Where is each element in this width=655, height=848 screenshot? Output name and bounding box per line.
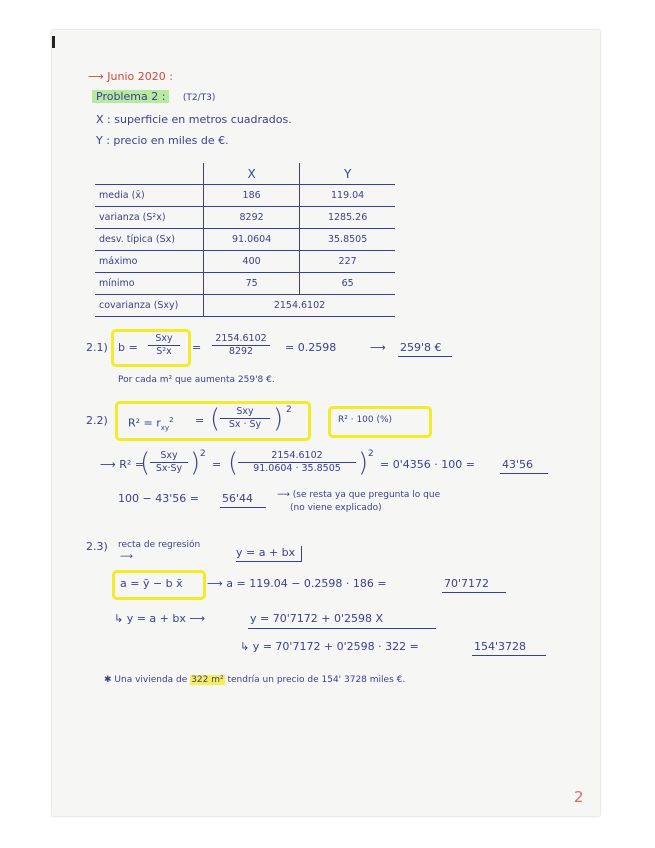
unexplained-calc: 100 − 43'56 = [118, 492, 199, 505]
conclusion [104, 674, 405, 687]
cell-y: 227 [300, 251, 395, 273]
conclusion-text: tendría un precio de 154' 3728 miles €. [227, 675, 406, 685]
arrow: ⟶ [370, 341, 386, 354]
problem-tag: (T2/T3) [182, 93, 216, 103]
problem-label: Problema 2 : [92, 90, 169, 103]
result-underline [472, 655, 546, 656]
y-definition: Y : precio en miles de €. [96, 134, 229, 147]
highlighted-area: 322 m² [191, 675, 224, 685]
comment-line-2: (no viene explicado) [290, 503, 382, 513]
row-label: covarianza (Sxy) [95, 295, 204, 317]
prediction-calc: ↳ y = 70'7172 + 0'2598 · 322 = [240, 640, 419, 653]
fraction-denominator: S²x [156, 346, 172, 357]
equals-sign: = [195, 414, 205, 427]
fraction-denominator: 8292 [228, 346, 254, 357]
cell-x: 91.0604 [204, 229, 300, 251]
cell-y: 1285.26 [300, 207, 395, 229]
fraction-numerator: 2154.6102 [212, 333, 270, 346]
fraction-numerator: 2154.6102 [238, 450, 356, 463]
regression-line-label: recta de regresión [118, 540, 201, 550]
fraction-denominator: Sx·Sy [155, 463, 183, 474]
table-header-row [95, 163, 395, 185]
left-paren: ( [140, 448, 151, 478]
r2-fraction [220, 406, 270, 431]
fraction-denominator: Sx · Sy [228, 419, 262, 430]
cell-x: 8292 [204, 207, 300, 229]
fraction-denominator: 91.0604 · 35.8505 [253, 463, 341, 474]
result-underline [500, 473, 548, 474]
row-label: desv. típica (Sx) [95, 229, 204, 251]
b-interpretation: Por cada m² que aumenta 259'8 €. [118, 375, 275, 385]
square-exponent: 2 [200, 449, 206, 459]
a-result: 70'7172 [444, 577, 490, 590]
b-fraction-numeric [212, 333, 270, 358]
square-exponent: 2 [368, 449, 374, 459]
r2-percent: R² · 100 (%) [338, 415, 393, 425]
table-row [95, 273, 395, 295]
table-header-x: X [204, 163, 300, 185]
date-heading: ⟶ Junio 2020 : [88, 70, 173, 83]
row-label: máximo [95, 251, 204, 273]
page-number: 2 [574, 788, 584, 806]
r2-line-start: ⟶ R² = [100, 458, 145, 471]
section-2-1-label: 2.1) [86, 341, 108, 354]
section-2-3-label: 2.3) [86, 540, 108, 553]
r2-percent-result: 43'56 [502, 458, 534, 471]
model-arrow: ↳ y = a + bx ⟶ [114, 612, 206, 625]
problem-label-group [92, 90, 215, 105]
equals-sign: = [192, 341, 202, 354]
result-underline [442, 592, 506, 593]
right-paren: ) [190, 448, 201, 478]
regression-arrow: ⟶ [120, 552, 133, 562]
a-formula: a = ȳ − b x̄ [120, 577, 183, 590]
b-equals: b = [118, 341, 138, 354]
right-paren: ) [358, 448, 369, 478]
right-paren: ) [273, 404, 284, 434]
row-label: varianza (S²x) [95, 207, 204, 229]
cell-y: 35.8505 [300, 229, 395, 251]
cell-y: 119.04 [300, 185, 395, 207]
b-result: 259'8 € [400, 341, 442, 354]
r2-superscript: 2 [169, 416, 174, 424]
section-2-2-label: 2.2) [86, 414, 108, 427]
regression-model: y = a + bx [236, 546, 302, 562]
table-row [95, 229, 395, 251]
table-row [95, 251, 395, 273]
fraction-numerator: Sxy [148, 333, 180, 346]
equals-sign: = [212, 458, 222, 471]
cell-y: 65 [300, 273, 395, 295]
result-underline [220, 507, 266, 508]
result-underline [398, 356, 452, 357]
cell-covariance: 2154.6102 [204, 295, 396, 317]
conclusion-text: ✱ Una vivienda de [104, 675, 188, 685]
r2-subscript: xy [160, 423, 170, 432]
page-edge-mark [52, 36, 55, 48]
b-value: = 0.2598 [285, 341, 337, 354]
regression-equation: y = 70'7172 + 0'2598 X [250, 612, 383, 625]
b-fraction-symbolic [148, 333, 180, 358]
fraction-numerator: Sxy [220, 406, 270, 419]
comment-line-1: ⟶ (se resta ya que pregunta lo que [277, 490, 441, 500]
cell-x: 186 [204, 185, 300, 207]
r2-fraction-symbolic [150, 450, 188, 475]
table-row [95, 207, 395, 229]
prediction-result: 154'3728 [474, 640, 527, 653]
left-paren: ( [210, 404, 221, 434]
statistics-table [95, 163, 395, 317]
table-row-covariance [95, 295, 395, 317]
square-exponent: 2 [286, 405, 292, 415]
a-calculation: ⟶ a = 119.04 − 0.2598 · 186 = [207, 577, 387, 590]
fraction-numerator: Sxy [150, 450, 188, 463]
x-definition: X : superficie en metros cuadrados. [96, 113, 292, 126]
table-header-blank [95, 163, 204, 185]
r2-symbol: R² = r [128, 416, 161, 430]
left-paren: ( [228, 448, 239, 478]
cell-x: 75 [204, 273, 300, 295]
equation-underline [248, 628, 436, 629]
row-label: mínimo [95, 273, 204, 295]
table-row [95, 185, 395, 207]
table-header-y: Y [300, 163, 395, 185]
r2-fraction-numeric [238, 450, 356, 475]
cell-x: 400 [204, 251, 300, 273]
unexplained-result: 56'44 [222, 492, 254, 505]
r2-result-line: = 0'4356 · 100 = [380, 458, 475, 471]
r2-definition [128, 414, 174, 435]
row-label: media (x̄) [95, 185, 204, 207]
